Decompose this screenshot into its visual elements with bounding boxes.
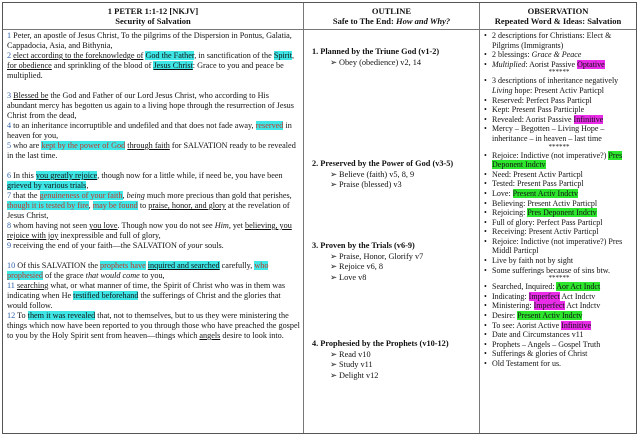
observation-title: OBSERVATION xyxy=(527,6,589,16)
outline-item: ➢ Study v11 xyxy=(330,360,373,369)
verse-2: 2 elect according to the foreknowledge of God the Father, in sanctification of the Spirit, for obedience and sprinkling of the blood of Jesus Christ: Grace to you and peace be multiplied. xyxy=(7,51,295,80)
observation-item: • 2 descriptions for Christians: Elect & Pilgrims (Immigrants) xyxy=(484,31,634,50)
observation-item: • Reserved: Perfect Pass Particpl xyxy=(484,96,634,106)
outline-section-1 xyxy=(304,47,479,68)
verse-3: 3 Blessed be the God and Father of our Lord Jesus Christ, who according to His abundant mercy has begotten us again to a living hope through the resurrection of Jesus Christ from the dead, xyxy=(7,91,294,120)
observation-item: • Mercy – Begotten – Living Hope – inheritance – in heaven – last time xyxy=(484,124,634,143)
observation-item: • Love: Present Activ Indctv xyxy=(484,189,634,199)
observation-item: • Rejoicing: Pres Deponent Indctv xyxy=(484,208,634,218)
separator-stars: ****** xyxy=(548,274,570,283)
observation-item: • Receiving: Present Activ Particpl xyxy=(484,227,634,237)
outline-item: ➢ Rejoice v6, 8 xyxy=(330,262,384,271)
observation-item: • Some sufferings because of sins btw. xyxy=(484,266,634,276)
outline-item: ➢ Praise, Honor, Glorify v7 xyxy=(330,251,424,261)
verse-5: 5 who are kept by the power of God through faith for SALVATION ready to be revealed in the last time. xyxy=(7,141,296,160)
observation-item: Living hope: Present Activ Particpl xyxy=(492,85,604,95)
observation-item: • To see: Aorist Active Infinitive xyxy=(484,321,634,331)
outline-section-title: 1. Planned by the Triune God (v1-2) xyxy=(312,47,440,56)
verse-10: 10 Of this SALVATION the prophets have inquired and searched carefully, who prophesied of the grace that would come to you, xyxy=(7,261,269,280)
outline-section-4 xyxy=(304,339,479,381)
outline-subtitle: Safe to The End: How and Why? xyxy=(332,16,451,26)
outline-section-title: 3. Proven by the Trials (v6-9) xyxy=(312,241,415,250)
outline-item: ➢ Read v10 xyxy=(330,349,371,359)
observation-item: • Rejoice: Indictive (not imperative?) Pres Deponent Indctv xyxy=(484,151,634,170)
outline-section-3 xyxy=(304,241,479,283)
outline-item: ➢ Believe (faith) v5, 8, 9 xyxy=(330,169,415,179)
outline-item: ➢ Obey (obedience) v2, 14 xyxy=(330,57,422,67)
observation-item: • Searched, Inquired: Aor Act Indct xyxy=(484,282,634,292)
observation-item: • Date and Circumstances v11 xyxy=(484,330,634,340)
observation-item: • Need: Present Activ Particpl xyxy=(484,170,634,180)
scripture-column xyxy=(3,3,304,433)
observation-item: • Ministering: Imperfect Act Indctv xyxy=(484,301,634,311)
observation-item: • Prophets – Angels – Gospel Truth xyxy=(484,340,634,350)
observation-column xyxy=(480,3,636,433)
observation-header xyxy=(480,3,636,30)
observation-item: • Sufferings & glories of Christ xyxy=(484,349,634,359)
observation-item: • Tested: Present Pass Particpl xyxy=(484,179,634,189)
observation-item: • Indicating: Imperfect Act Indctv xyxy=(484,292,634,302)
scripture-title: 1 PETER 1:1-12 [NKJV] xyxy=(107,6,199,16)
outline-title: OUTLINE xyxy=(371,6,412,16)
verse-1: 1 Peter, an apostle of Jesus Christ, To the pilgrims of the Dispersion in Pontus, Galatia, Cappadocia, Asia, and Bithynia, xyxy=(7,31,292,50)
outline-item: ➢ Love v8 xyxy=(330,272,367,282)
observation-item: • 2 blessings: Grace & Peace xyxy=(484,50,634,60)
verse-11: 11 searching what, or what manner of time, the Spirit of Christ who was in them was indicating when He testified beforehand the sufferings of Christ and the glories that would follow. xyxy=(7,281,286,310)
outline-item: ➢ Praise (blessed) v3 xyxy=(330,180,402,189)
separator-stars: ****** xyxy=(548,68,570,77)
outline-column xyxy=(304,3,480,433)
observation-item: • Multiplied: Aorist Passive Optative xyxy=(484,60,634,70)
observation-item: • Kept: Present Pass Participle xyxy=(484,105,634,115)
observation-item: • Live by faith not by sight xyxy=(484,256,634,266)
outline-header xyxy=(304,3,479,30)
scripture-header xyxy=(3,3,303,30)
observation-item: • Believing: Present Activ Particpl xyxy=(484,199,634,209)
scripture-subtitle: Security of Salvation xyxy=(115,16,191,26)
separator-stars: ****** xyxy=(548,142,570,151)
scripture-body xyxy=(3,30,303,341)
verse-4: 4 to an inheritance incorruptible and undefiled and that does not fade away, reserved in heaven for you, xyxy=(7,121,292,140)
verse-9: 9 receiving the end of your faith—the SALVATION of your souls. xyxy=(7,241,224,250)
observation-subtitle: Repeated Word & Ideas: Salvation xyxy=(494,16,622,26)
outline-section-title: 2. Preserved by the Power of God (v3-5) xyxy=(312,159,454,168)
study-table xyxy=(2,2,637,434)
verse-8: 8 whom having not seen you love. Though now you do not see Him, yet believing, you rejoice with joy inexpressible and full of glory, xyxy=(7,221,292,240)
observation-body xyxy=(480,30,636,369)
verse-12: 12 To them it was revealed that, not to themselves, but to us they were ministering the things which now have been reported to you through those who have preached the gospel to you by the Holy Spirit sent from heaven—things which angels desire to look into. xyxy=(7,311,300,340)
observation-item: • Full of glory: Perfect Pass Particpl xyxy=(484,218,634,228)
outline-section-2 xyxy=(304,159,479,191)
observation-item: • Desire: Present Activ Indctv xyxy=(484,311,634,321)
verse-6: 6 In this you greatly rejoice, though now for a little while, if need be, you have been grieved by various trials, xyxy=(7,171,283,190)
observation-item: • Old Testament for us. xyxy=(484,359,634,369)
verse-7: 7 that the genuineness of your faith, being much more precious than gold that perishes, though it is tested by fire, may be found to praise, honor, and glory at the revelation of Jesus Christ, xyxy=(7,191,292,220)
outline-section-title: 4. Prophesied by the Prophets (v10-12) xyxy=(312,339,449,348)
observation-item: • 3 descriptions of inheritance negatively xyxy=(484,76,634,86)
observation-item: • Revealed: Aorist Passive Infinitive xyxy=(484,115,634,125)
observation-item: • Rejoice: Indictive (not imperative?) Pres Middl Particpl xyxy=(484,237,634,256)
outline-item: ➢ Delight v12 xyxy=(330,370,379,380)
